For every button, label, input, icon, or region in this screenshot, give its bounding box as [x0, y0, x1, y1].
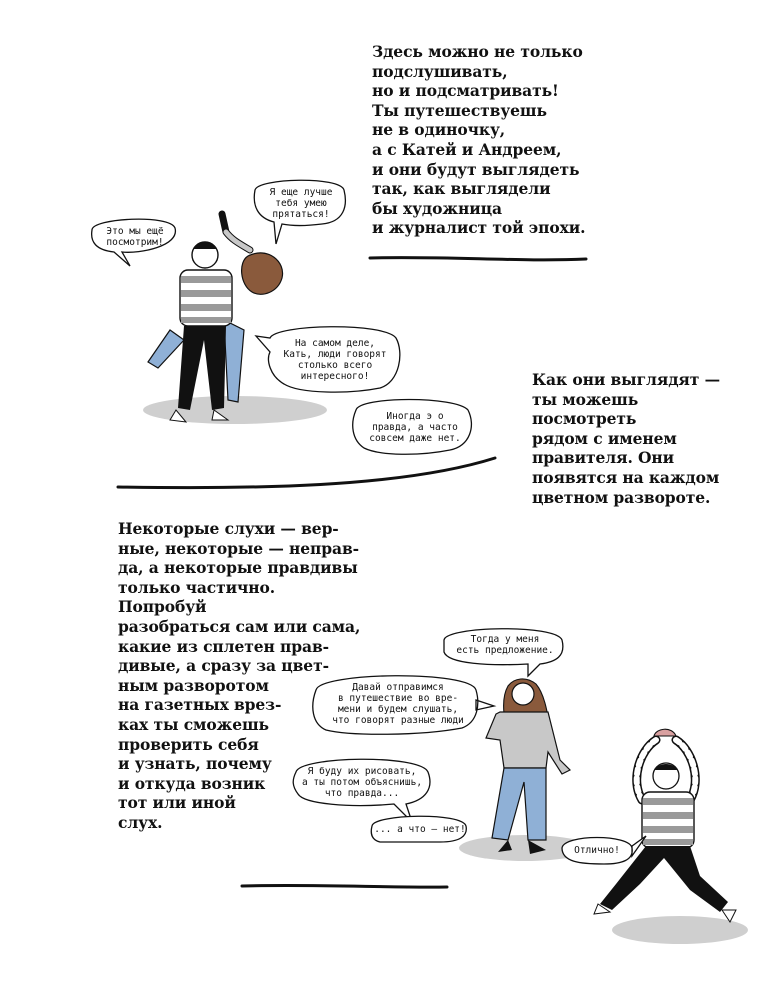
- divider-stroke-top: [370, 258, 586, 260]
- divider-stroke-middle: [118, 458, 495, 488]
- katya-jeans-top: [224, 320, 244, 402]
- andrey-sweater-top: [180, 270, 232, 326]
- bubble-text-9: Отлично!: [574, 844, 620, 856]
- floor-shadow-andrey: [612, 916, 748, 944]
- bubble-text-1: Это мы ещё посмотрим!: [106, 226, 164, 248]
- appearance-paragraph: Как они выглядят — ты можешь посмотреть рядом с именем правителя. Они появятся на каждом цветном развороте.: [532, 370, 720, 507]
- rumors-paragraph: Некоторые слухи — вер- ные, некоторые — неправ- да, а некоторые правдивы только частично. Попробуй разобраться сам или сама, какие из сплетен прав- дивые, а сразу за цвет- ным разворотом на газетных врез- ках ты сможешь проверить себя и узнать, почему и откуда возник тот или иной слух.: [118, 519, 361, 832]
- bubble-text-8: ... а что – нет!: [374, 823, 466, 835]
- divider-stroke-bottom: [242, 885, 447, 887]
- bubble-text-5: Тогда у меня есть предложение.: [456, 634, 554, 656]
- katya-hair-top: [242, 253, 283, 294]
- katya-sweater: [486, 712, 570, 774]
- andrey-hat: [654, 729, 676, 736]
- katya-head: [512, 683, 534, 705]
- katya-leg-kick: [148, 330, 184, 368]
- katya-jeans: [492, 768, 546, 840]
- bubble-text-2: Я еще лучше тебя умею прятаться!: [269, 186, 333, 220]
- bubble-text-7: Я буду их рисовать, а ты потом объяснишь, что правда...: [301, 765, 423, 799]
- bubble-text-3: На самом деле, Кать, люди говорят столько всего интересного!: [283, 338, 387, 382]
- bubble-text-4: Иногда э о правда, а часто совсем даже нет.: [369, 410, 461, 444]
- bubble-text-6: Давай отправимся в путешествие во вре- мени и будем слушать, что говорят разные люди: [332, 682, 464, 726]
- intro-paragraph: Здесь можно не только подслушивать, но и подсматривать! Ты путешествуешь не в одиночку, а с Катей и Андреем, и они будут выглядеть так, как выглядели бы художница и журналист той эпохи.: [372, 42, 586, 238]
- andrey-sweater: [642, 792, 694, 848]
